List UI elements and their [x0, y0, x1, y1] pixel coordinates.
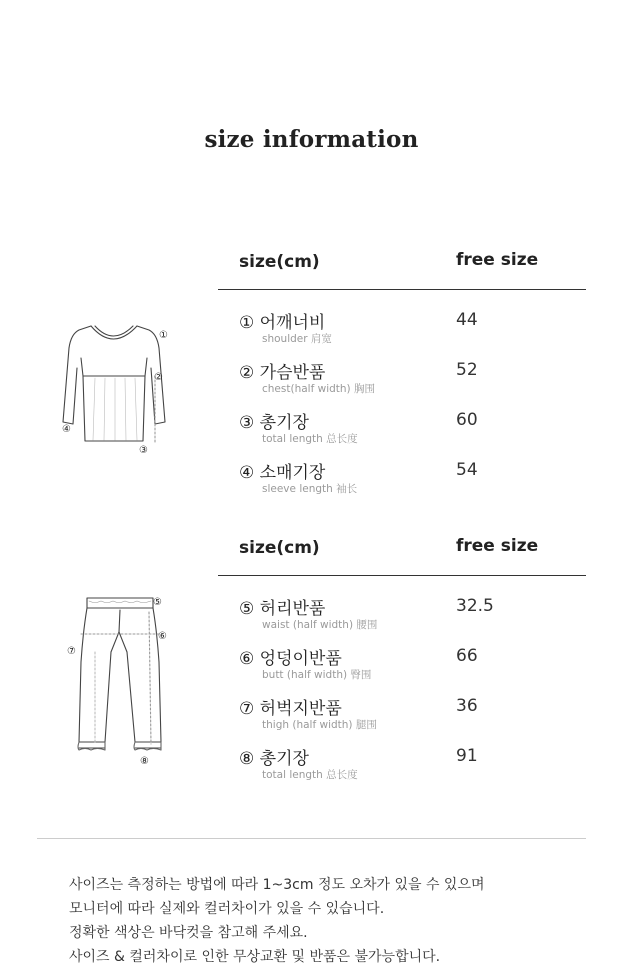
- row-number: ②: [239, 363, 255, 383]
- free-size-header: free size: [456, 536, 539, 556]
- figure-label-2: ②: [154, 372, 163, 383]
- size-header: size(cm): [239, 538, 320, 558]
- row-sublabel: thigh (half width) 腿围: [262, 719, 377, 731]
- row-value: 91: [456, 746, 478, 766]
- top-garment-diagram: [55, 318, 175, 463]
- row-value: 54: [456, 460, 478, 480]
- row-number: ⑦: [239, 699, 255, 719]
- figure-label-3: ③: [139, 445, 148, 456]
- size-notes: [69, 873, 485, 969]
- row-number: ⑤: [239, 599, 255, 619]
- table-header: [218, 250, 586, 290]
- table-row: [218, 408, 586, 454]
- note-line: 사이즈 & 컬러차이로 인한 무상교환 및 반품은 불가능합니다.: [69, 949, 441, 965]
- table-row: [218, 644, 586, 690]
- row-value: 44: [456, 310, 478, 330]
- figure-label-1: ①: [159, 330, 168, 341]
- row-value: 60: [456, 410, 478, 430]
- row-number: ①: [239, 313, 255, 333]
- note-line: 모니터에 따라 실제와 컬러차이가 있을 수 있습니다.: [69, 901, 385, 917]
- figure-label-6: ⑥: [158, 631, 167, 642]
- row-value: 66: [456, 646, 478, 666]
- row-sublabel: butt (half width) 臀围: [262, 669, 372, 681]
- row-label: 가슴반품: [259, 363, 326, 383]
- top-size-table: [218, 250, 586, 495]
- table-row: [218, 594, 586, 640]
- row-label: 소매기장: [259, 463, 326, 483]
- section-divider: [37, 838, 586, 839]
- row-sublabel: waist (half width) 腰围: [262, 619, 378, 631]
- row-label: 총기장: [259, 413, 309, 433]
- row-label: 엉덩이반품: [259, 649, 342, 669]
- table-row: [218, 744, 586, 790]
- figure-label-8: ⑧: [140, 756, 149, 767]
- row-number: ③: [239, 413, 255, 433]
- note-line: 정확한 색상은 바닥컷을 참고해 주세요.: [69, 925, 308, 941]
- row-value: 36: [456, 696, 478, 716]
- table-row: [218, 308, 586, 354]
- note-line: 사이즈는 측정하는 방법에 따라 1~3cm 정도 오차가 있을 수 있으며: [69, 877, 485, 893]
- page-title: size information: [204, 126, 419, 153]
- row-sublabel: shoulder 肩宽: [262, 333, 332, 345]
- table-row: [218, 694, 586, 740]
- table-header: [218, 536, 586, 576]
- figure-label-5: ⑤: [153, 597, 162, 608]
- row-number: ⑧: [239, 749, 255, 769]
- pants-diagram: [65, 592, 175, 772]
- row-sublabel: total length 总长度: [262, 769, 358, 781]
- table-row: [218, 458, 586, 504]
- row-label: 어깨너비: [259, 313, 326, 333]
- row-label: 허리반품: [259, 599, 326, 619]
- row-sublabel: chest(half width) 胸围: [262, 383, 375, 395]
- row-number: ⑥: [239, 649, 255, 669]
- size-header: size(cm): [239, 252, 320, 272]
- row-label: 총기장: [259, 749, 309, 769]
- pants-size-table: [218, 536, 586, 781]
- free-size-header: free size: [456, 250, 539, 270]
- row-label: 허벅지반품: [259, 699, 342, 719]
- row-number: ④: [239, 463, 255, 483]
- figure-label-4: ④: [62, 424, 71, 435]
- row-sublabel: sleeve length 袖长: [262, 483, 358, 495]
- row-value: 32.5: [456, 596, 494, 616]
- figure-label-7: ⑦: [67, 646, 76, 657]
- row-sublabel: total length 总长度: [262, 433, 358, 445]
- row-value: 52: [456, 360, 478, 380]
- table-row: [218, 358, 586, 404]
